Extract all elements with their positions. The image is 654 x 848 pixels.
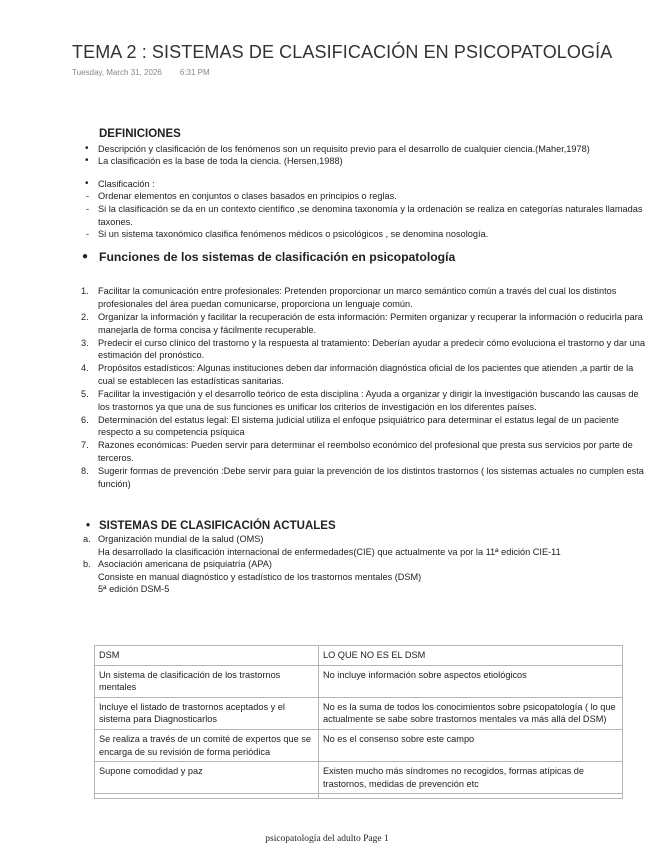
item-line: 5ª edición DSM-5 — [98, 584, 170, 595]
table-cell-empty — [319, 794, 623, 799]
item-text: Propósitos estadísticos: Algunas instituciones deben dar información diagnóstica oficial de los pacientes que atienden ,a partir de la cual se establecen las estadísticas sanitarias. — [98, 363, 634, 386]
table-cell: Existen mucho más síndromes no recogidos, formas atípicas de trastornos, medidas de prevención etc — [319, 762, 623, 794]
list-item: - Ordenar elementos en conjuntos o clases basados en principios o reglas. — [80, 190, 648, 203]
list-item — [80, 533, 648, 558]
item-number: 8. — [81, 466, 89, 477]
list-item — [80, 285, 648, 310]
item-text: Determinación del estatus legal: El sistema judicial utiliza el enfoque psiquiátrico para determinar el estatus legal de un paciente respecto a su competencia psíquica — [98, 414, 619, 438]
item-text: Organizar la información y facilitar la recuperación de esta información: Permiten organizar y recuperar la información o reducirla para manejarla de forma concisa y fácilmente recuperable. — [98, 312, 643, 335]
clasificacion-list — [80, 178, 648, 241]
item-number: 7. — [81, 440, 89, 451]
list-item — [80, 362, 648, 387]
item-text: Facilitar la investigación y el desarrollo teórico de esta disciplina : Ayuda a organizar y dirigir la investigación buscando las causas de los trastornos ya que una de sus funciones es unificar los criterios de investigación en los diferentes países. — [98, 389, 639, 412]
list-item: • La clasificación es la base de toda la ciencia. (Hersen,1988) — [80, 155, 648, 168]
item-number: 1. — [81, 286, 89, 297]
item-letter: a. — [83, 533, 91, 544]
item-line: Organización mundial de la salud (OMS) — [98, 533, 264, 544]
list-item — [80, 414, 648, 439]
table-row — [95, 665, 623, 697]
item-line: Consiste en manual diagnóstico y estadístico de los trastornos mentales (DSM) — [98, 571, 422, 582]
sistemas-list — [80, 533, 648, 596]
table-row — [95, 762, 623, 794]
list-item — [80, 337, 648, 362]
list-item — [80, 311, 648, 336]
list-item — [80, 465, 648, 490]
table-header-cell: LO QUE NO ES EL DSM — [319, 646, 623, 666]
page-title: TEMA 2 : SISTEMAS DE CLASIFICACIÓN EN PSICOPATOLOGÍA — [72, 42, 613, 62]
table-row — [95, 729, 623, 761]
funciones-heading: ● Funciones de los sistemas de clasificación en psicopatología — [80, 251, 648, 264]
list-item: - Si un sistema taxonómico clasifica fenómenos médicos o psicológicos , se denomina nosología. — [80, 228, 648, 241]
item-text: Predecir el curso clínico del trastorno y la respuesta al tratamiento: Deberían ayudar a predecir cómo evoluciona el trastorno y dar una estimación del pronóstico. — [98, 337, 645, 361]
sistemas-heading: • SISTEMAS DE CLASIFICACIÓN ACTUALES — [80, 520, 648, 533]
dsm-table — [94, 645, 623, 799]
table-row — [95, 697, 623, 729]
table-cell: Un sistema de clasificación de los trastornos mentales — [95, 665, 319, 697]
table-cell: Se realiza a través de un comité de expertos que se encarga de su revisión de forma periódica — [95, 729, 319, 761]
item-line: Ha desarrollado la clasificación internacional de enfermedades(CIE) que actualmente va por la 11ª edición CIE-11 — [98, 546, 561, 557]
note-content — [80, 128, 648, 596]
item-number: 6. — [81, 414, 89, 425]
table-cell: No incluye información sobre aspectos etiológicos — [319, 665, 623, 697]
item-letter: b. — [83, 559, 91, 570]
clasificacion-label: • Clasificación : — [80, 178, 648, 191]
date-text: Tuesday, March 31, 2026 — [72, 68, 162, 77]
page-date — [72, 68, 210, 77]
page-footer: psicopatología del adulto Page 1 — [265, 834, 389, 844]
list-item — [80, 558, 648, 596]
item-number: 5. — [81, 389, 89, 400]
table-cell: Incluye el listado de trastornos aceptados y el sistema para Diagnosticarlos — [95, 697, 319, 729]
item-number: 4. — [81, 363, 89, 374]
item-text: Facilitar la comunicación entre profesionales: Pretenden proporcionar un marco semántico común a través del cual los distintos profesionales del área puedan comunicarse, proporciona un lenguaje común. — [98, 286, 617, 309]
item-text: Razones económicas: Pueden servir para determinar el reembolso económico del profesional que presta sus servicios por parte de terceros. — [98, 440, 633, 464]
table-header-cell: DSM — [95, 646, 319, 666]
funciones-list — [80, 285, 648, 490]
table-row-empty — [95, 794, 623, 799]
list-item: • Descripción y clasificación de los fenómenos son un requisito previo para el desarrollo de cualquier ciencia.(Maher,1978) — [80, 143, 648, 156]
table-header-row — [95, 646, 623, 666]
list-item: - Si la clasificación se da en un contexto científico ,se denomina taxonomía y la ordenación se realiza en categorías naturales llamadas taxones. — [80, 203, 648, 228]
list-item — [80, 388, 648, 413]
list-item — [80, 439, 648, 464]
table-cell: No es el consenso sobre este campo — [319, 729, 623, 761]
item-number: 3. — [81, 337, 89, 348]
definiciones-list — [80, 143, 648, 168]
time-text: 6:31 PM — [179, 68, 210, 77]
definiciones-heading: DEFINICIONES — [99, 128, 181, 140]
table-cell: Supone comodidad y paz — [95, 762, 319, 794]
item-text: Sugerir formas de prevención :Debe servir para guiar la prevención de los distintos trastornos ( los sistemas actuales no cumplen esta función) — [98, 466, 644, 489]
item-line: Asociación americana de psiquiatría (APA) — [98, 559, 272, 570]
item-number: 2. — [81, 312, 89, 323]
table-cell: No es la suma de todos los conocimientos sobre psicopatología ( lo que actualmente se sabe sobre trastornos mentales va más allá del DSM) — [319, 697, 623, 729]
table-cell-empty — [95, 794, 319, 799]
